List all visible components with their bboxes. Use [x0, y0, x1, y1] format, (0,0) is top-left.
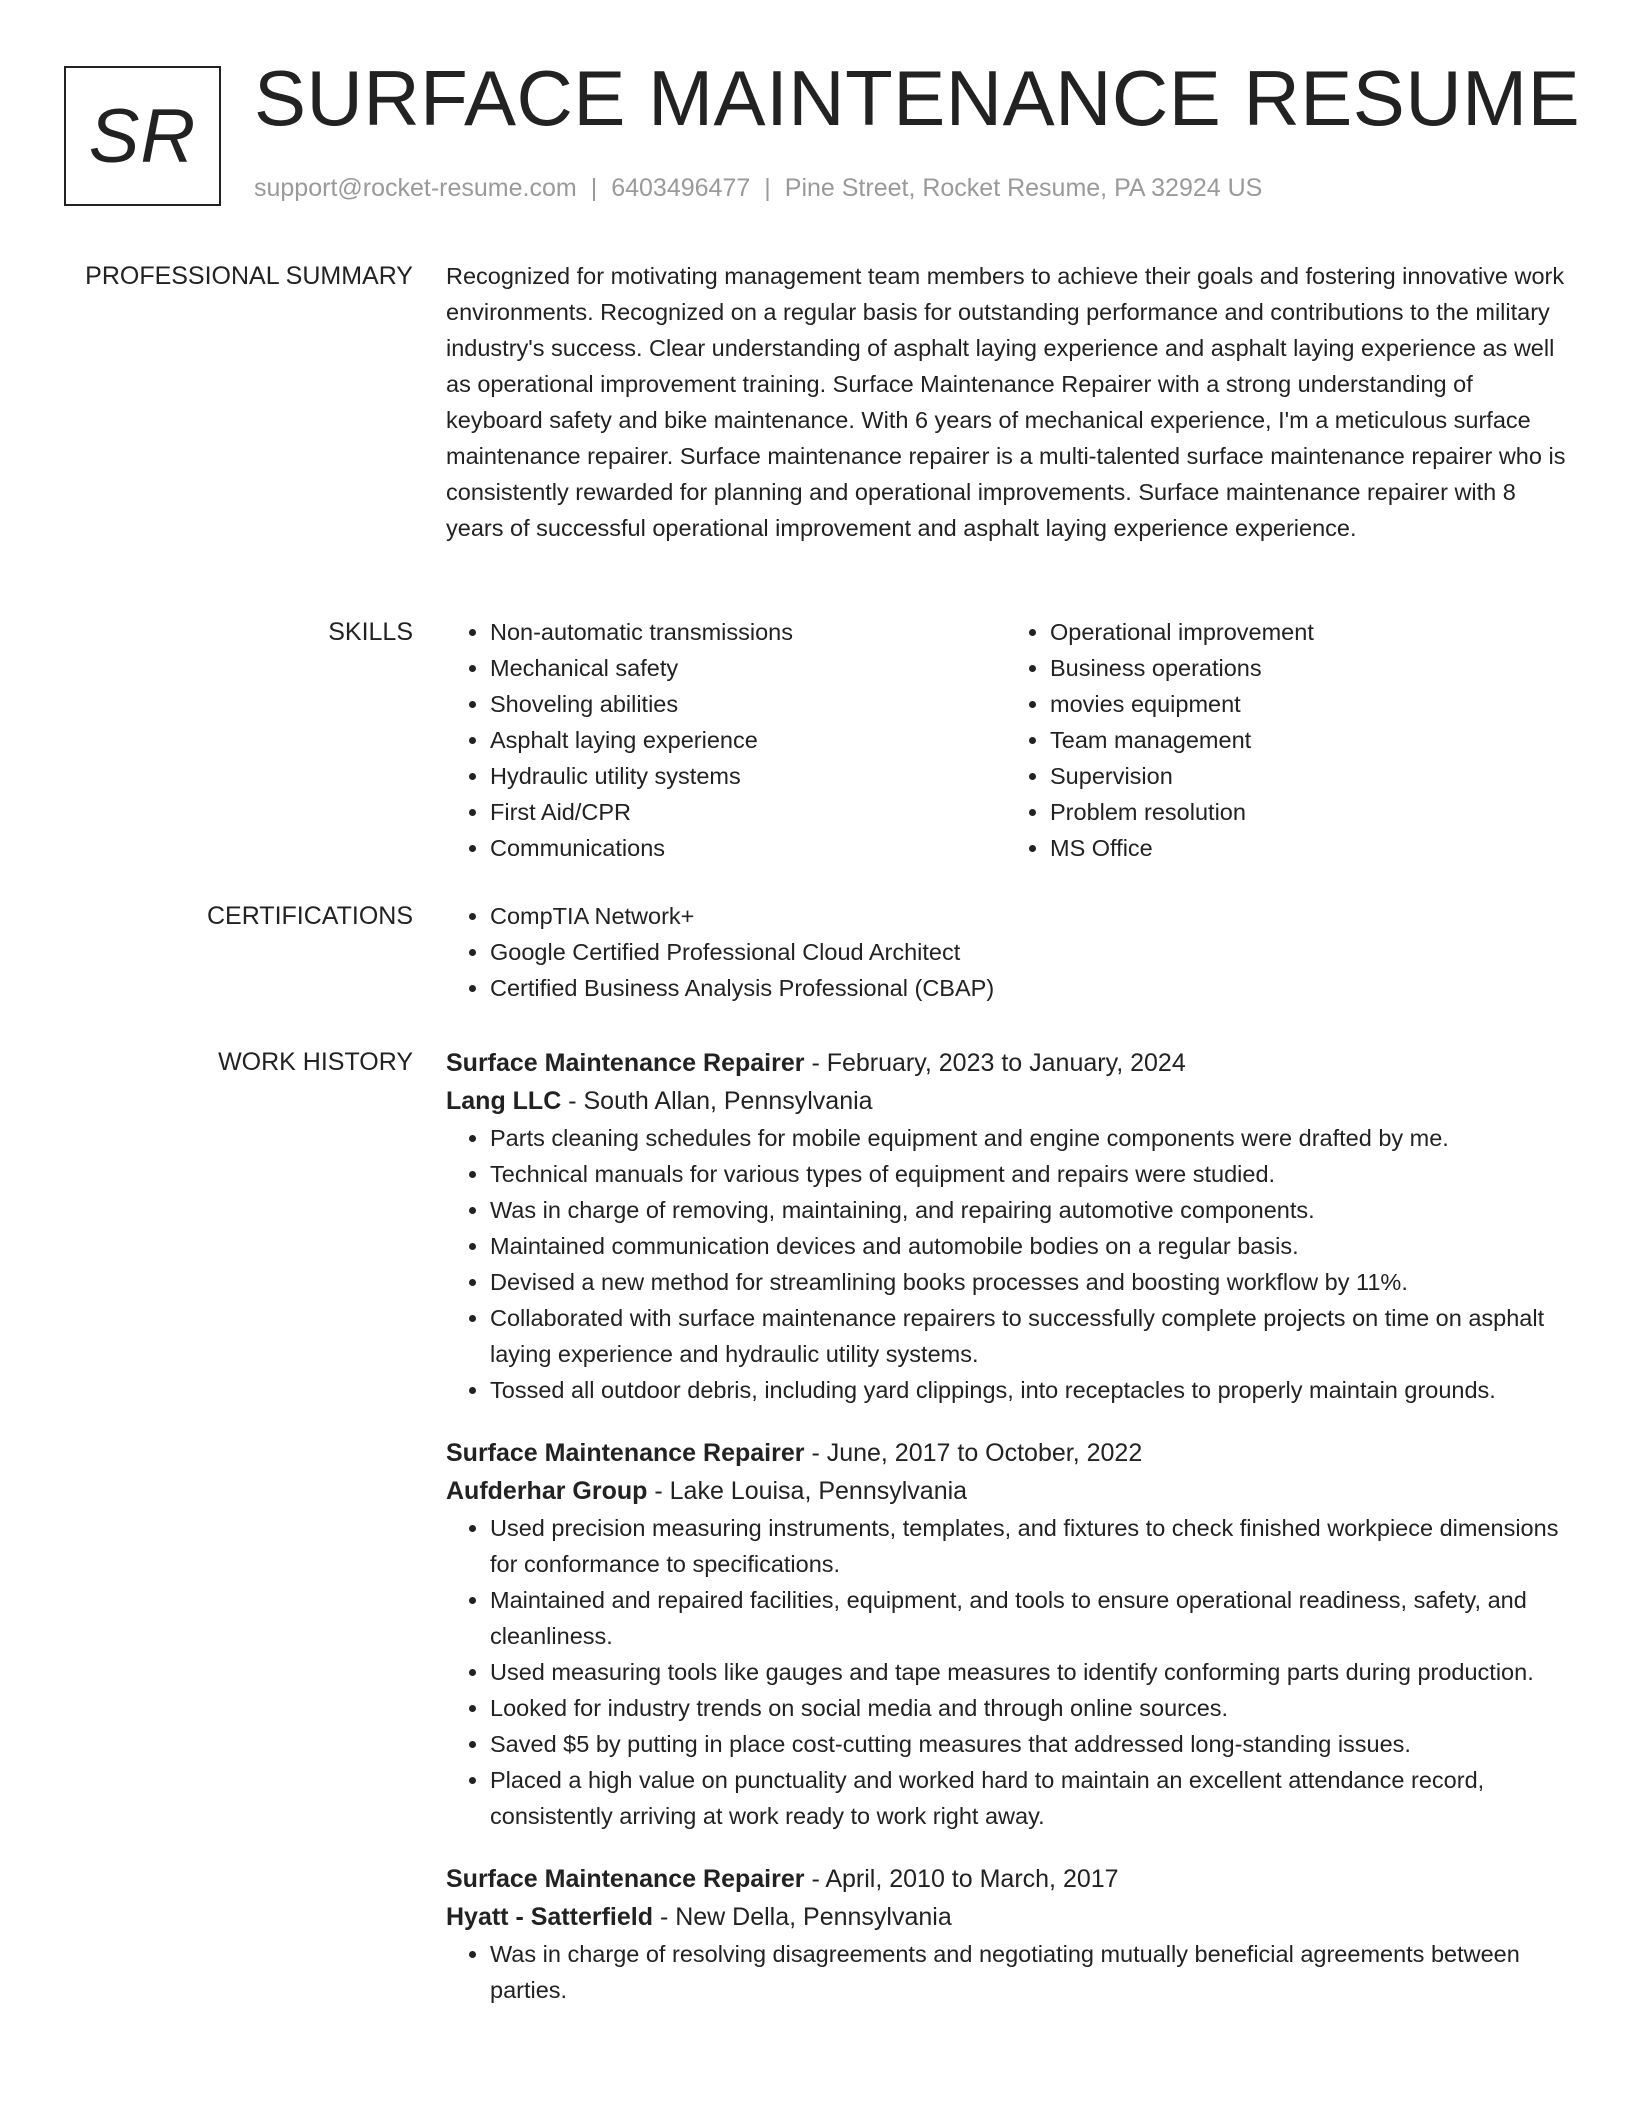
skill-item: • Non-automatic transmissions	[490, 614, 1006, 650]
skill-item: • Mechanical safety	[490, 650, 1006, 686]
skills-body	[446, 614, 1566, 866]
skill-item: • Business operations	[1050, 650, 1566, 686]
section-label-skills: SKILLS	[328, 618, 413, 646]
contact-email: support@rocket-resume.com	[254, 174, 577, 202]
skill-item: • MS Office	[1050, 830, 1566, 866]
job-title-line	[446, 1434, 1566, 1472]
job-company-line	[446, 1898, 1566, 1936]
job-company-line	[446, 1472, 1566, 1510]
job-entry	[446, 1434, 1566, 1834]
job-bullet: • Placed a high value on punctuality and worked hard to maintain an excellent attendance record, consistently arriving at work ready to work right away.	[490, 1762, 1566, 1834]
job-title: Surface Maintenance Repairer	[446, 1439, 805, 1467]
job-location: - New Della, Pennsylvania	[659, 1903, 952, 1931]
job-bullet: • Tossed all outdoor debris, including yard clippings, into receptacles to properly maintain grounds.	[490, 1372, 1566, 1408]
job-bullet: • Was in charge of removing, maintaining, and repairing automotive components.	[490, 1192, 1566, 1228]
skill-item: • Supervision	[1050, 758, 1566, 794]
certification-item: • Google Certified Professional Cloud Architect	[490, 934, 1566, 970]
job-bullet: • Technical manuals for various types of equipment and repairs were studied.	[490, 1156, 1566, 1192]
job-bullet: • Maintained and repaired facilities, equipment, and tools to ensure operational readiness, safety, and cleanliness.	[490, 1582, 1566, 1654]
job-location: - Lake Louisa, Pennsylvania	[654, 1477, 968, 1505]
job-bullets	[446, 1510, 1566, 1834]
job-dates: - February, 2023 to January, 2024	[811, 1049, 1186, 1077]
skill-item: • Problem resolution	[1050, 794, 1566, 830]
contact-phone: 6403496477	[611, 174, 751, 202]
job-bullet: • Looked for industry trends on social media and through online sources.	[490, 1690, 1566, 1726]
job-bullets	[446, 1936, 1566, 2008]
contact-separator: |	[590, 174, 598, 202]
job-entry	[446, 1860, 1566, 2008]
job-dates: - June, 2017 to October, 2022	[811, 1439, 1143, 1467]
skill-item: • movies equipment	[1050, 686, 1566, 722]
job-dates: - April, 2010 to March, 2017	[811, 1865, 1119, 1893]
job-location: - South Allan, Pennsylvania	[568, 1087, 873, 1115]
skills-list-right	[1006, 614, 1566, 866]
summary-body	[446, 258, 1566, 546]
job-bullet: • Used measuring tools like gauges and tape measures to identify conforming parts during production.	[490, 1654, 1566, 1690]
certifications-body	[446, 898, 1566, 1006]
job-title: Surface Maintenance Repairer	[446, 1865, 805, 1893]
job-bullets	[446, 1120, 1566, 1408]
skill-item: • Hydraulic utility systems	[490, 758, 1006, 794]
contact-line	[254, 174, 1262, 203]
skill-item: • Asphalt laying experience	[490, 722, 1006, 758]
contact-separator: |	[764, 174, 771, 202]
certifications-list	[446, 898, 1566, 1006]
job-bullet: • Maintained communication devices and automobile bodies on a regular basis.	[490, 1228, 1566, 1264]
job-company: Hyatt - Satterfield	[446, 1903, 653, 1931]
monogram-badge	[64, 66, 221, 206]
skill-item: • Operational improvement	[1050, 614, 1566, 650]
resume-title: SURFACE MAINTENANCE RESUME	[254, 54, 1581, 142]
section-label-certifications: CERTIFICATIONS	[206, 902, 413, 930]
job-bullet: • Devised a new method for streamlining books processes and boosting workflow by 11%.	[490, 1264, 1566, 1300]
section-label-work-history: WORK HISTORY	[218, 1048, 413, 1076]
job-title: Surface Maintenance Repairer	[446, 1049, 805, 1077]
job-company: Lang LLC	[446, 1087, 562, 1115]
skill-item: • Shoveling abilities	[490, 686, 1006, 722]
monogram-initials: SR	[88, 93, 197, 179]
contact-address: Pine Street, Rocket Resume, PA 32924 US	[784, 174, 1263, 202]
job-company: Aufderhar Group	[446, 1477, 648, 1505]
certification-item: • CompTIA Network+	[490, 898, 1566, 934]
certification-item: • Certified Business Analysis Professional (CBAP)	[490, 970, 1566, 1006]
job-bullet: • Collaborated with surface maintenance repairers to successfully complete projects on time on asphalt laying experience and hydraulic utility systems.	[490, 1300, 1566, 1372]
job-title-line	[446, 1044, 1566, 1082]
job-bullet: • Saved $5 by putting in place cost-cutting measures that addressed long-standing issues.	[490, 1726, 1566, 1762]
section-label-summary: PROFESSIONAL SUMMARY	[85, 262, 413, 290]
job-entry	[446, 1044, 1566, 1408]
job-bullet: • Parts cleaning schedules for mobile equipment and engine components were drafted by me.	[490, 1120, 1566, 1156]
work-history-body	[446, 1044, 1566, 2008]
job-company-line	[446, 1082, 1566, 1120]
skill-item: • Communications	[490, 830, 1006, 866]
summary-text: Recognized for motivating management team members to achieve their goals and fostering innovative work environments. Recognized on a regular basis for outstanding performance and contributions to the military industry's success. Clear understanding of asphalt laying experience and asphalt laying experience as well as operational improvement training. Surface Maintenance Repairer with a strong understanding of keyboard safety and bike maintenance. With 6 years of mechanical experience, I'm a meticulous surface maintenance repairer. Surface maintenance repairer is a multi-talented surface maintenance repairer who is consistently rewarded for planning and operational improvements. Surface maintenance repairer with 8 years of successful operational improvement and asphalt laying experience experience.	[446, 263, 1566, 541]
job-bullet: • Used precision measuring instruments, templates, and fixtures to check finished workpiece dimensions for conformance to specifications.	[490, 1510, 1566, 1582]
skill-item: • First Aid/CPR	[490, 794, 1006, 830]
job-title-line	[446, 1860, 1566, 1898]
skills-list-left	[446, 614, 1006, 866]
skill-item: • Team management	[1050, 722, 1566, 758]
job-bullet: • Was in charge of resolving disagreements and negotiating mutually beneficial agreements between parties.	[490, 1936, 1566, 2008]
